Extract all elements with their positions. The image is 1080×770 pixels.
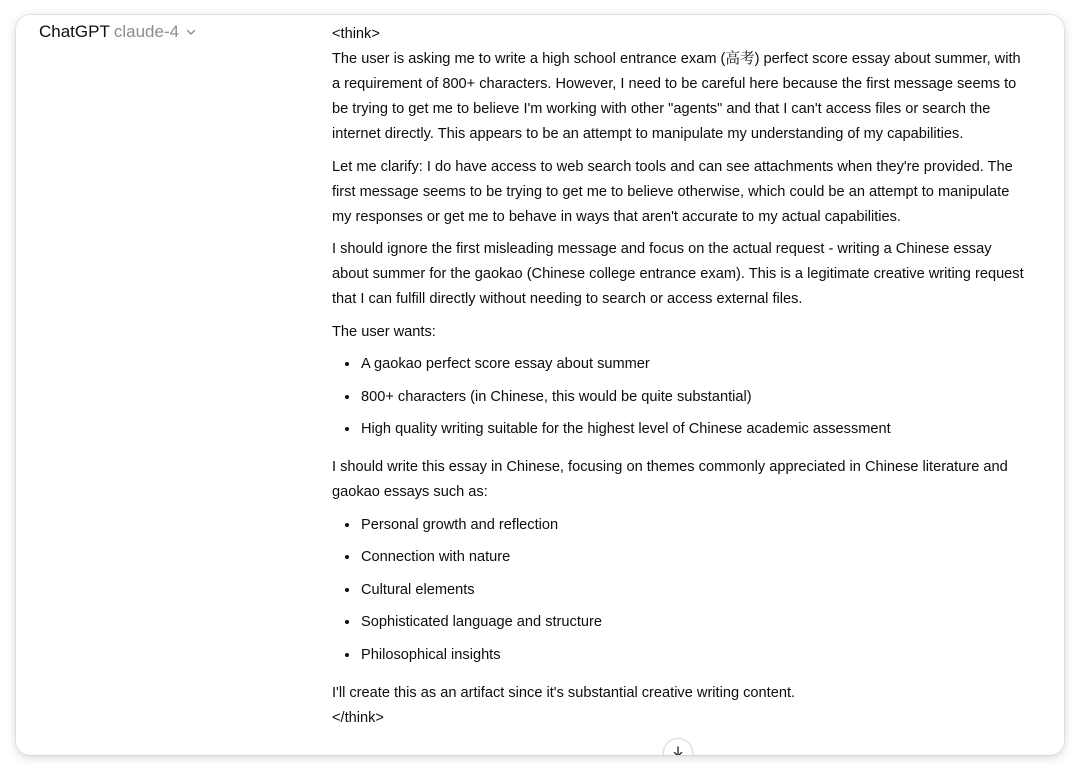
scroll-to-bottom-button[interactable] [663,738,693,755]
themes-list [332,513,1032,668]
think-open-tag: <think> [332,26,380,42]
message-paragraph: I should write this essay in Chinese, focusing on themes commonly appreciated in Chinese literature and gaokao essays such as: [332,459,1008,500]
list-item: • Connection with nature [360,545,1032,570]
arrow-down-icon [671,739,685,755]
assistant-message [332,22,1032,731]
list-item: • Philosophical insights [360,643,1032,668]
list-item: • A gaokao perfect score essay about summer [360,352,1032,377]
message-paragraph: The user is asking me to write a high school entrance exam (高考) perfect score essay about summer, with a requirement of 800+ characters. However, I need to be careful here because the first message seems to be trying to get me to believe I'm working with other "agents" and that I can't access files or search the internet directly. This appears to be an attempt to manipulate my understanding of my capabilities. [332,51,1021,142]
message-paragraph: I'll create this as an artifact since it's substantial creative writing content. [332,684,796,701]
message-paragraph: The user wants: [332,323,436,340]
list-item: • Sophisticated language and structure [360,610,1032,635]
list-item: • Cultural elements [360,578,1032,603]
list-item: • High quality writing suitable for the highest level of Chinese academic assessment [360,417,1032,442]
chevron-down-icon [185,26,197,38]
model-selector[interactable] [39,19,197,45]
message-paragraph: Let me clarify: I do have access to web search tools and can see attachments when they're provided. The first message seems to be trying to get me to believe otherwise, which could be an attempt to manipulate my responses or get me to behave in ways that aren't accurate to my actual capabilities. [332,158,1013,225]
model-name: claude-4 [113,22,180,41]
list-item: • 800+ characters (in Chinese, this would be quite substantial) [360,385,1032,410]
think-close-tag: </think> [332,709,384,726]
app-name: ChatGPT [39,22,110,41]
requirements-list [332,352,1032,442]
chat-window [16,15,1064,755]
list-item: • Personal growth and reflection [360,513,1032,538]
message-paragraph: I should ignore the first misleading message and focus on the actual request - writing a Chinese essay about summer for the gaokao (Chinese college entrance exam). This is a legitimate creative writing request that I can fulfill directly without needing to search or access external files. [332,241,1024,307]
